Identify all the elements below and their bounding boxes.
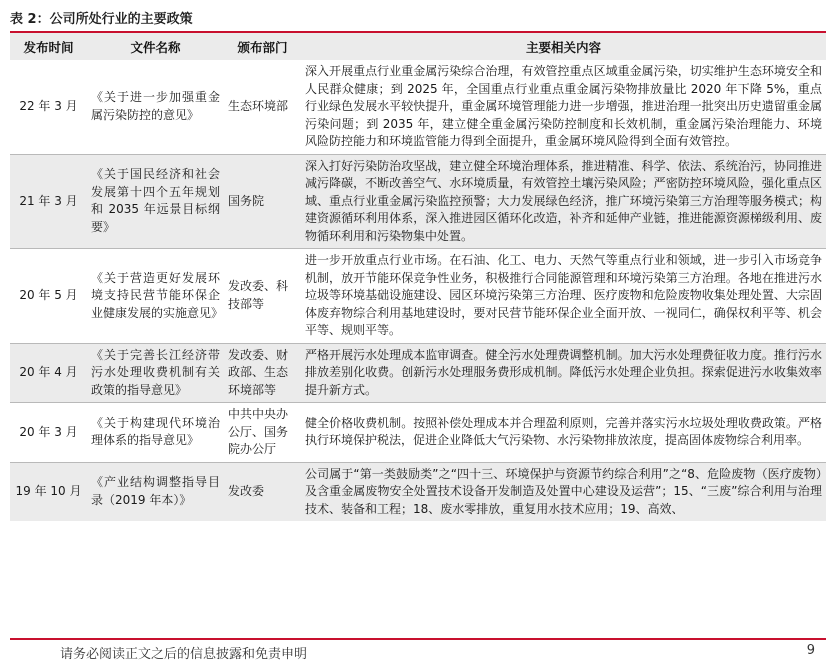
row-department: 国务院 — [224, 154, 301, 249]
row-department: 中共中央办公厅、国务院办公厅 — [224, 403, 301, 463]
row-content: 严格开展污水处理成本监审调查。健全污水处理费调整机制。加大污水处理费征收力度。推行污水排放差别化收费。创新污水处理服务费形成机制。降低污水处理企业负担。探索促进污水收集效率提升新方式。 — [301, 343, 826, 403]
row-document: 《产业结构调整指导目录（2019 年本）》 — [87, 462, 224, 521]
row-content: 进一步开放重点行业市场。在石油、化工、电力、天然气等重点行业和领域，进一步引入市场竞争机制，放开节能环保竞争性业务，积极推行合同能源管理和环境污染第三方治理。各地在推进污水垃圾等环境基础设施建设、园区环境污染第三方治理、医疗废物和危险废物收集处理处置、大宗固体废弃物综合利用基地建设时，要对民营节能环保企业全面开放、一视同仁，确保权利平等、机会平等、规则平等。 — [301, 249, 826, 344]
row-department: 发改委 — [224, 462, 301, 521]
row-date: 20 年 5 月 — [10, 249, 87, 344]
row-document: 《关于构建现代环境治理体系的指导意见》 — [87, 403, 224, 463]
row-department: 生态环境部 — [224, 60, 301, 154]
page-number: 9 — [806, 643, 815, 658]
footer-disclaimer: 请务必阅读正文之后的信息披露和免责申明 — [60, 647, 308, 662]
row-document: 《关于进一步加强重金属污染防控的意见》 — [87, 60, 224, 154]
row-document: 《关于营造更好发展环境支持民营节能环保企业健康发展的实施意见》 — [87, 249, 224, 344]
row-content: 健全价格收费机制。按照补偿处理成本并合理盈利原则，完善并落实污水垃圾处理收费政策。严格执行环境保护税法，促进企业降低大气污染物、水污染物排放浓度，提高固体废物综合利用率。 — [301, 403, 826, 463]
footer-divider — [10, 638, 826, 640]
table-row — [10, 154, 826, 249]
column-header-content: 主要相关内容 — [301, 32, 826, 60]
row-date: 19 年 10 月 — [10, 462, 87, 521]
table-row — [10, 60, 826, 154]
row-document: 《关于完善长江经济带污水处理收费机制有关政策的指导意见》 — [87, 343, 224, 403]
row-date: 20 年 4 月 — [10, 343, 87, 403]
policy-table — [10, 31, 826, 521]
row-content: 公司属于“第一类鼓励类”之“四十三、环境保护与资源节约综合利用”之“8、危险废物（医疗废物）及含重金属废物安全处置技术设备开发制造及处置中心建设及运营”；15、“三废”综合利用与治理技术、装备和工程；18、废水零排放，重复用水技术应用；19、高效、 — [301, 462, 826, 521]
row-document: 《关于国民经济和社会发展第十四个五年规划和 2035 年远景目标纲要》 — [87, 154, 224, 249]
row-date: 22 年 3 月 — [10, 60, 87, 154]
row-department: 发改委、财政部、生态环境部等 — [224, 343, 301, 403]
row-date: 20 年 3 月 — [10, 403, 87, 463]
row-date: 21 年 3 月 — [10, 154, 87, 249]
row-department: 发改委、科技部等 — [224, 249, 301, 344]
table-row — [10, 343, 826, 403]
table-row — [10, 462, 826, 521]
table-row — [10, 403, 826, 463]
row-content: 深入开展重点行业重金属污染综合治理，有效管控重点区域重金属污染，切实维护生态环境安全和人民群众健康；到 2025 年，全国重点行业重点重金属污染物排放量比 2020 年下降 5%，重点行业绿色发展水平较快提升，重金属环境管理能力进一步增强，推进治理一批突出历史遗留重金属污染问题；到 2035 年，建立健全重金属污染防控制度和长效机制，重金属污染治理能力、环境风险防控能力和环境监管能力得到全面提升，重金属环境风险得到全面有效管控。 — [301, 60, 826, 154]
column-header-document: 文件名称 — [87, 32, 224, 60]
table-row — [10, 249, 826, 344]
table-header-row — [10, 32, 826, 60]
column-header-date: 发布时间 — [10, 32, 87, 60]
row-content: 深入打好污染防治攻坚战，建立健全环境治理体系，推进精准、科学、依法、系统治污，协同推进减污降碳，不断改善空气、水环境质量，有效管控土壤污染风险；严密防控环境风险，强化重点区域、重点行业重金属污染监控预警；大力发展绿色经济，推广环境污染第三方治理等服务模式；构建资源循环利用体系，深入推进园区循环化改造，补齐和延伸产业链，推进能源资源梯级利用、废物循环利用和污染物集中处置。 — [301, 154, 826, 249]
table-caption: 表 2：公司所处行业的主要政策 — [10, 12, 193, 27]
column-header-department: 颁布部门 — [224, 32, 301, 60]
